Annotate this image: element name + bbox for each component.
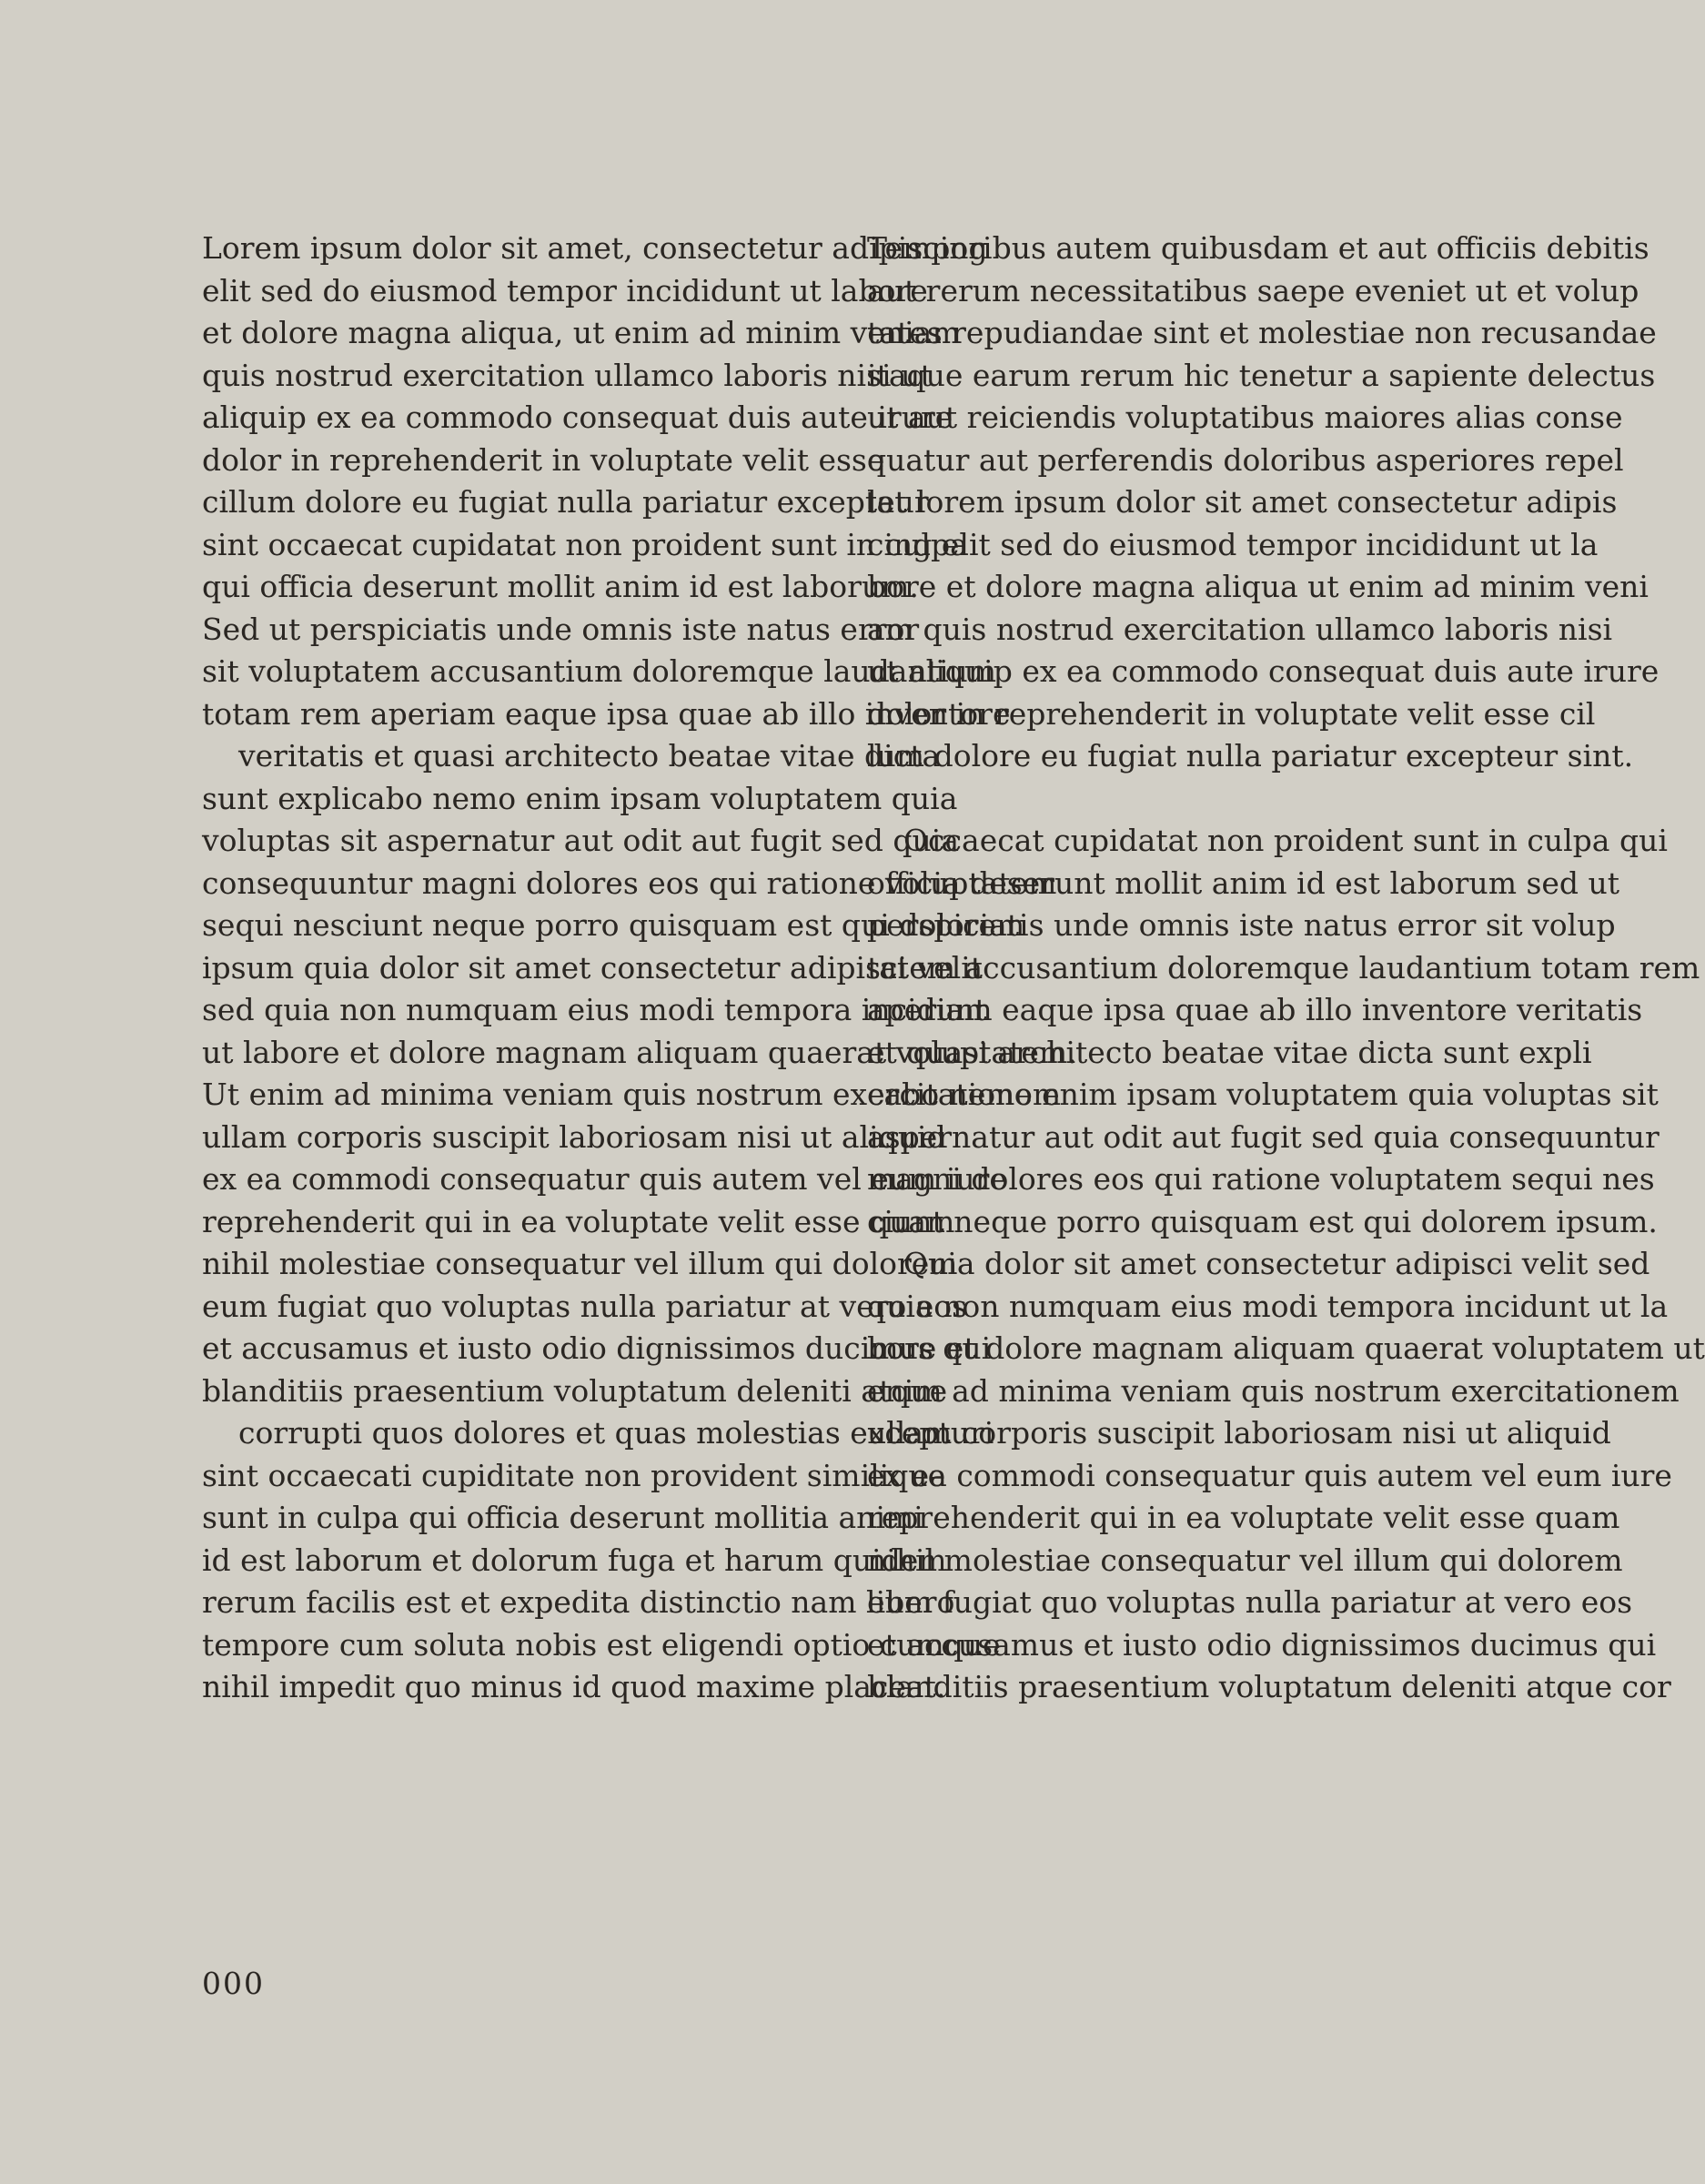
text-line: nihil impedit quo minus id quod maxime placeat. — [202, 1669, 946, 1704]
text-line: ex ea commodi consequatur quis autem vel eum iure — [867, 1457, 1672, 1493]
text-line: officia deserunt mollit anim id est laborum sed ut — [867, 864, 1620, 901]
paragraph-gap — [867, 778, 1484, 821]
text-line: et quasi architecto beatae vitae dicta sunt expli — [867, 1034, 1592, 1070]
text-line: et accusamus et iusto odio dignissimos ducimus qui — [867, 1626, 1657, 1663]
text-line: tempore cum soluta nobis est eligendi optio cumque — [202, 1626, 1001, 1663]
text-line: magni dolores eos qui ratione voluptatem sequi nes — [867, 1161, 1655, 1197]
page-number: 000 — [202, 1966, 265, 2001]
text-line: ullam corporis suscipit laboriosam nisi ut aliquid — [867, 1415, 1611, 1451]
text-line: sunt in culpa qui officia deserunt mollitia animi — [202, 1500, 923, 1535]
text-line: blanditiis praesentium voluptatum deleniti atque cor — [867, 1669, 1671, 1704]
text-line: veritatis et quasi architecto beatae vitae dicta — [238, 738, 941, 774]
text-line: bore et dolore magnam aliquam quaerat voluptatem ut — [867, 1330, 1705, 1366]
text-line: totam rem aperiam eaque ipsa quae ab illo inventore — [202, 695, 1011, 732]
text-line: et accusamus et iusto odio dignissimos ducimus qui — [202, 1330, 992, 1366]
text-line: aspernatur aut odit aut fugit sed quia consequuntur — [867, 1118, 1660, 1155]
text-line: Quia dolor sit amet consectetur adipisci velit sed — [903, 1246, 1650, 1281]
text-line: perspiciatis unde omnis iste natus error sit volup — [867, 907, 1616, 943]
text-line: itaque earum rerum hic tenetur a sapiente delectus — [867, 357, 1656, 393]
text-line: cabo nemo enim ipsam voluptatem quia voluptas sit — [867, 1077, 1659, 1112]
text-line: ut aut reiciendis voluptatibus maiores alias conse — [867, 399, 1623, 435]
text-line: tatem accusantium doloremque laudantium totam rem — [867, 949, 1700, 986]
text-line: voluptas sit aspernatur aut odit aut fugit sed quia — [202, 823, 960, 858]
text-line: cillum dolore eu fugiat nulla pariatur excepteur — [202, 484, 929, 520]
text-line: sit voluptatem accusantium doloremque laudantium — [202, 653, 997, 689]
text-line: Temporibus autem quibusdam et aut officiis debitis — [867, 230, 1650, 266]
text-line: id est laborum et dolorum fuga et harum quidem — [202, 1542, 947, 1578]
text-line: nihil molestiae consequatur vel illum qui dolorem — [202, 1246, 958, 1281]
text-line: quis nostrud exercitation ullamco laboris nisi ut — [202, 357, 933, 393]
text-line: rerum facilis est et expedita distinctio nam libero — [202, 1584, 955, 1620]
text-line: consequuntur magni dolores eos qui ratione voluptatem — [202, 864, 1057, 901]
text-line: sunt explicabo nemo enim ipsam voluptatem quia — [202, 780, 958, 816]
text-line: Lorem ipsum dolor sit amet, consectetur adipiscing — [202, 230, 988, 266]
text-line: Occaecat cupidatat non proident sunt in culpa qui — [903, 823, 1668, 858]
text-line: et dolore magna aliqua, ut enim ad minim veniam — [202, 315, 961, 350]
text-line: reprehenderit qui in ea voluptate velit esse quam — [867, 1500, 1620, 1535]
text-line: ciunt neque porro quisquam est qui dolorem ipsum. — [867, 1203, 1658, 1239]
text-line: corrupti quos dolores et quas molestias excepturi — [238, 1415, 994, 1451]
text-line: lat lorem ipsum dolor sit amet consectetur adipis — [867, 484, 1618, 520]
text-line: ut aliquip ex ea commodo consequat duis aute irure — [867, 653, 1660, 689]
text-line: dolor in reprehenderit in voluptate velit esse cil — [867, 695, 1596, 732]
text-line: nihil molestiae consequatur vel illum qui dolorem — [867, 1542, 1623, 1578]
text-line: aperiam eaque ipsa quae ab illo inventore veritatis — [867, 992, 1643, 1027]
text-line: quia non numquam eius modi tempora incidunt ut la — [867, 1288, 1669, 1324]
text-line: ut labore et dolore magnam aliquam quaerat voluptatem. — [202, 1034, 1077, 1070]
text-line: sint occaecati cupiditate non provident similique — [202, 1457, 946, 1493]
text-line: reprehenderit qui in ea voluptate velit esse quam — [202, 1203, 955, 1239]
text-line: enim ad minima veniam quis nostrum exercitationem — [867, 1372, 1680, 1409]
text-line: tates repudiandae sint et molestiae non recusandae — [867, 315, 1657, 350]
text-line: qui officia deserunt mollit anim id est laborum. — [202, 569, 919, 604]
text-line: Sed ut perspiciatis unde omnis iste natus error — [202, 611, 920, 647]
text-line: blanditiis praesentium voluptatum deleniti atque — [202, 1372, 948, 1409]
text-line: sed quia non numquam eius modi tempora incidunt — [202, 992, 987, 1027]
text-line: quatur aut perferendis doloribus asperiores repel — [867, 441, 1624, 478]
text-line: bore et dolore magna aliqua ut enim ad minim veni — [867, 569, 1649, 604]
text-line: aut rerum necessitatibus saepe eveniet ut et volup — [867, 272, 1639, 308]
left-column — [202, 228, 1077, 1709]
text-line: am quis nostrud exercitation ullamco laboris nisi — [867, 611, 1613, 647]
text-line: ipsum quia dolor sit amet consectetur adipisci velit — [202, 949, 984, 986]
right-column — [867, 228, 1705, 1709]
text-line: Ut enim ad minima veniam quis nostrum exercitationem — [202, 1077, 1062, 1112]
text-line: sint occaecat cupidatat non proident sunt in culpa — [202, 526, 968, 562]
text-line: eum fugiat quo voluptas nulla pariatur at vero eos — [202, 1288, 968, 1324]
text-line: cing elit sed do eiusmod tempor incididunt ut la — [867, 526, 1599, 562]
text-line: lum dolore eu fugiat nulla pariatur excepteur sint. — [867, 738, 1634, 774]
text-line: aliquip ex ea commodo consequat duis aute irure — [202, 399, 953, 435]
text-line: ex ea commodi consequatur quis autem vel eum iure — [202, 1161, 1007, 1197]
text-line: sequi nesciunt neque porro quisquam est qui dolorem — [202, 907, 1025, 943]
text-line: ullam corporis suscipit laboriosam nisi ut aliquid — [202, 1118, 946, 1155]
text-line: elit sed do eiusmod tempor incididunt ut labore — [202, 272, 928, 308]
text-line: eum fugiat quo voluptas nulla pariatur at vero eos — [867, 1584, 1633, 1620]
text-line: dolor in reprehenderit in voluptate velit esse — [202, 441, 885, 478]
